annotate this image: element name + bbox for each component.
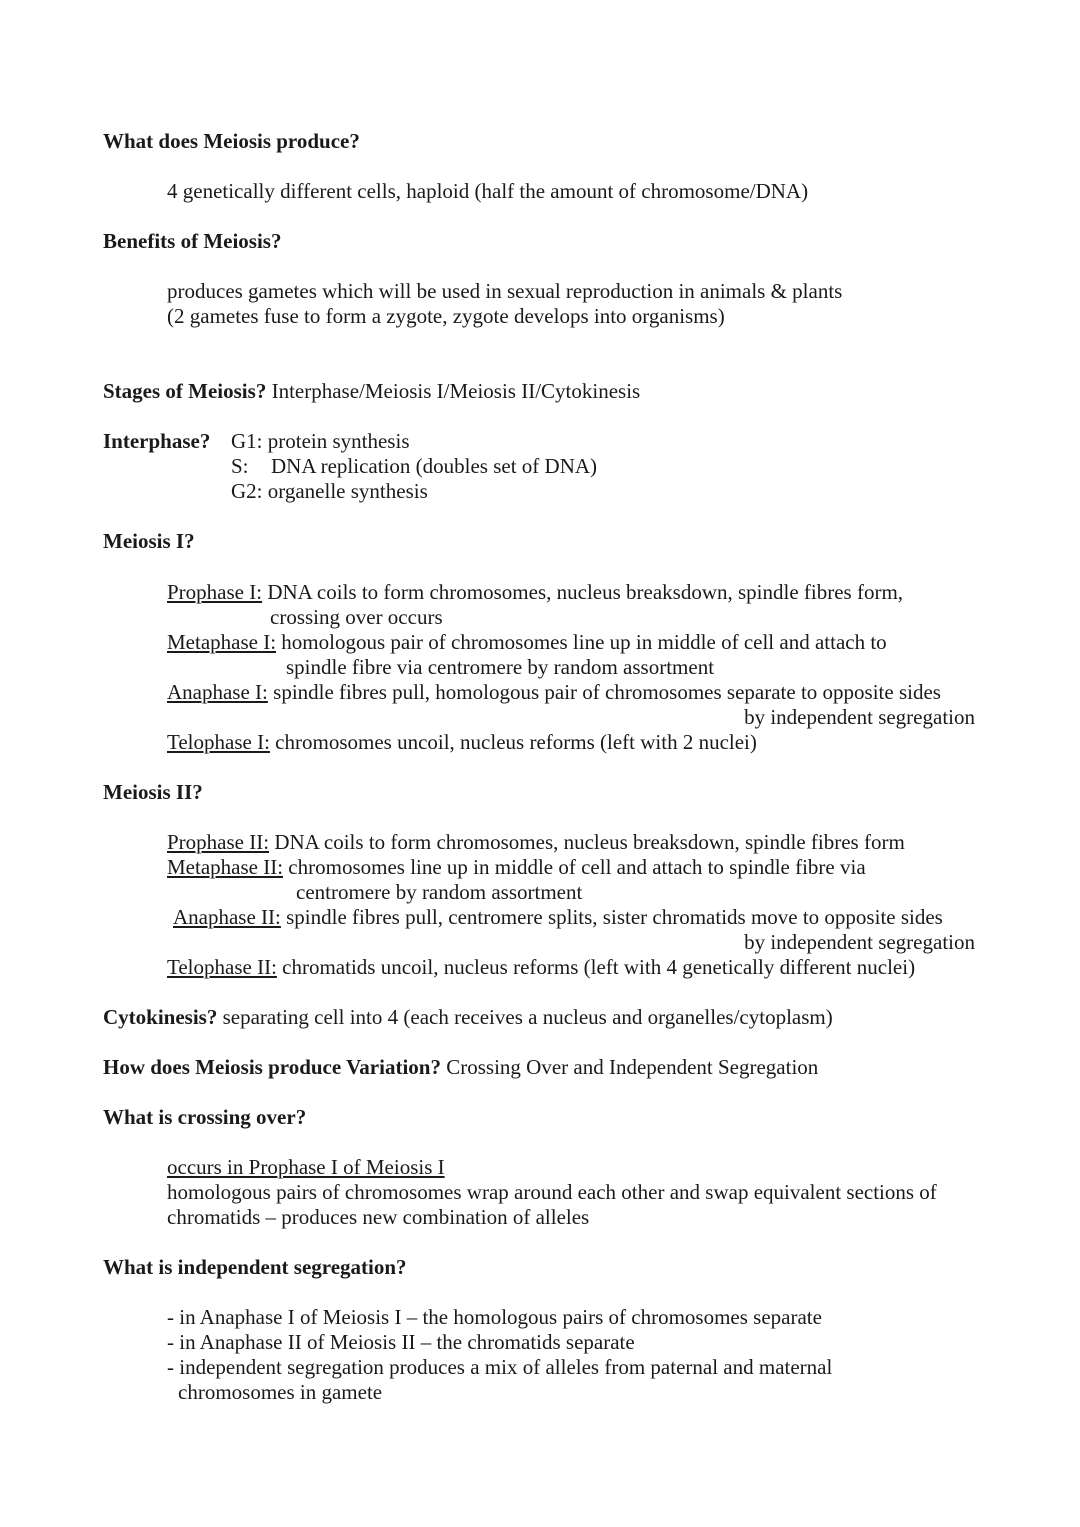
cytokinesis-line — [103, 1005, 833, 1030]
segregation-bullet1: - in Anaphase I of Meiosis I – the homologous pairs of chromosomes separate — [167, 1305, 822, 1329]
interphase-g2: G2: organelle synthesis — [231, 479, 428, 503]
crossing-line2: homologous pairs of chromosomes wrap around each other and swap equivalent sections of — [167, 1180, 937, 1204]
cytokinesis-answer: separating cell into 4 (each receives a nucleus and organelles/cytoplasm) — [217, 1005, 833, 1029]
m1-anaphase-label: Anaphase I: — [167, 680, 268, 704]
q1-heading: What does Meiosis produce? — [103, 129, 360, 153]
stages-answer: Interphase/Meiosis I/Meiosis II/Cytokinesis — [266, 379, 641, 403]
m1-metaphase-label: Metaphase I: — [167, 630, 277, 654]
segregation-heading: What is independent segregation? — [103, 1255, 407, 1279]
m1-metaphase-cont: spindle fibre via centromere by random assortment — [286, 655, 715, 679]
m1-metaphase: Metaphase I: homologous pair of chromosomes line up in middle of cell and attach to — [167, 630, 887, 654]
m2-metaphase-cont: centromere by random assortment — [296, 880, 583, 904]
interphase-g1: G1: protein synthesis — [231, 429, 410, 453]
interphase-s-label: S: — [231, 454, 249, 478]
segregation-bullet2: - in Anaphase II of Meiosis II – the chromatids separate — [167, 1330, 635, 1354]
m1-telophase-label: Telophase I: — [167, 730, 270, 754]
variation-answer: Crossing Over and Independent Segregation — [440, 1055, 819, 1079]
m2-telophase-label: Telophase II: — [167, 955, 277, 979]
crossing-heading: What is crossing over? — [103, 1105, 307, 1129]
q2-heading: Benefits of Meiosis? — [103, 229, 282, 253]
m1-prophase: Prophase I: DNA coils to form chromosomes, nucleus breaksdown, spindle fibres form, — [167, 580, 904, 604]
m2-prophase: Prophase II: DNA coils to form chromosomes, nucleus breaksdown, spindle fibres form — [167, 830, 905, 854]
q1-answer: 4 genetically different cells, haploid (half the amount of chromosome/DNA) — [167, 179, 809, 203]
stages-heading: Stages of Meiosis? — [103, 379, 267, 403]
crossing-line3: chromatids – produces new combination of alleles — [167, 1205, 590, 1229]
m2-telophase: Telophase II: chromatids uncoil, nucleus reforms (left with 4 genetically different nuclei) — [167, 955, 916, 979]
meiosis2-heading: Meiosis II? — [103, 780, 203, 804]
variation-heading: How does Meiosis produce Variation? — [103, 1055, 441, 1079]
m2-prophase-label: Prophase II: — [167, 830, 270, 854]
m2-anaphase-label: Anaphase II: — [173, 905, 281, 929]
crossing-line1: occurs in Prophase I of Meiosis I — [167, 1155, 445, 1179]
m2-metaphase-label: Metaphase II: — [167, 855, 284, 879]
meiosis1-heading: Meiosis I? — [103, 529, 195, 553]
stages-line — [103, 379, 640, 404]
variation-line — [103, 1055, 818, 1080]
m1-anaphase-cont: by independent segregation — [744, 705, 975, 729]
interphase-s-text: DNA replication (doubles set of DNA) — [271, 454, 598, 478]
m1-telophase: Telophase I: chromosomes uncoil, nucleus reforms (left with 2 nuclei) — [167, 730, 757, 754]
interphase-heading: Interphase? — [103, 429, 211, 453]
segregation-bullet3-cont: chromosomes in gamete — [178, 1380, 383, 1404]
segregation-bullet3: - independent segregation produces a mix of alleles from paternal and maternal — [167, 1355, 833, 1379]
q2-line1: produces gametes which will be used in sexual reproduction in animals & plants — [167, 279, 843, 303]
m1-prophase-cont: crossing over occurs — [270, 605, 443, 629]
q2-line2: (2 gametes fuse to form a zygote, zygote develops into organisms) — [167, 304, 725, 328]
m1-prophase-label: Prophase I: — [167, 580, 263, 604]
m1-anaphase: Anaphase I: spindle fibres pull, homologous pair of chromosomes separate to opposite sides — [167, 680, 941, 704]
m2-metaphase: Metaphase II: chromosomes line up in middle of cell and attach to spindle fibre via — [167, 855, 866, 879]
m2-anaphase: Anaphase II: spindle fibres pull, centromere splits, sister chromatids move to opposite sides — [173, 905, 943, 929]
cytokinesis-heading: Cytokinesis? — [103, 1005, 218, 1029]
m2-anaphase-cont: by independent segregation — [744, 930, 975, 954]
